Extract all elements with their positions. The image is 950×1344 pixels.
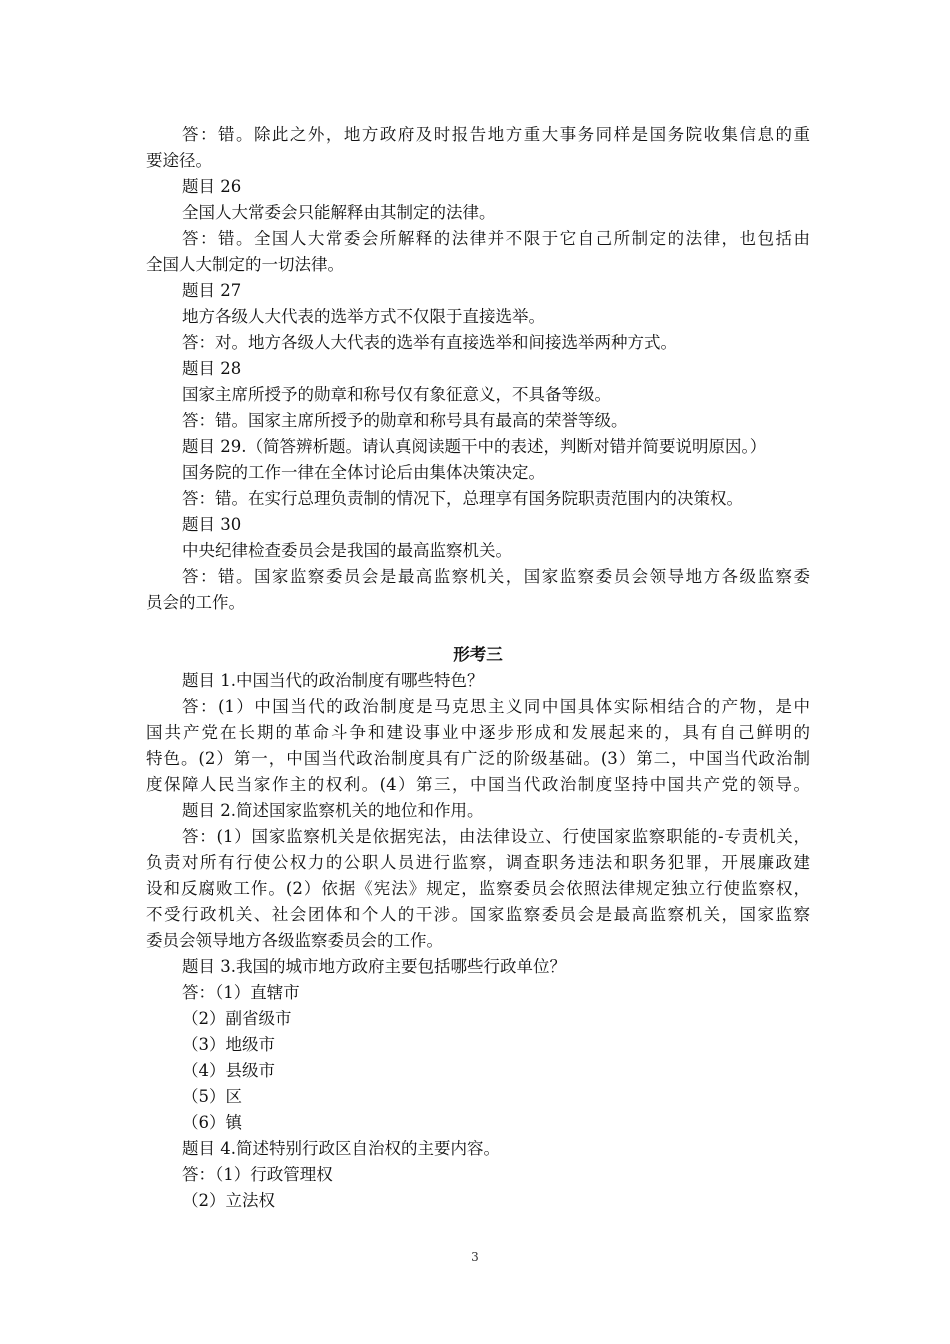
text-line: 不受行政机关、社会团体和个人的干涉。国家监察委员会是最高监察机关，国家监察 <box>146 905 810 924</box>
text-line: 答：错。全国人大常委会所解释的法律并不限于它自己所制定的法律，也包括由 <box>182 229 810 248</box>
text-line: 委员会领导地方各级监察委员会的工作。 <box>146 931 443 950</box>
text-line: 题目 28 <box>182 359 242 378</box>
text-line: 题目 4.简述特别行政区自治权的主要内容。 <box>182 1139 500 1158</box>
text-line: 答：(1）国家监察机关是依据宪法，由法律设立、行使国家监察职能的-专责机关， <box>182 827 810 846</box>
text-line: 负责对所有行使公权力的公职人员进行监察，调查职务违法和职务犯罪，开展廉政建 <box>146 853 810 872</box>
text-line: 答：(1）中国当代的政治制度是马克思主义同中国具体实际相结合的产物，是中 <box>182 697 810 716</box>
text-line: 要途径。 <box>146 151 212 170</box>
lines-before-heading <box>146 122 810 616</box>
text-line: 答：错。国家主席所授予的勋章和称号具有最高的荣誉等级。 <box>182 411 628 430</box>
text-line: 题目 29.（简答辨析题。请认真阅读题干中的表述，判断对错并简要说明原因。） <box>182 437 767 456</box>
text-line: 答：对。地方各级人大代表的选举有直接选举和间接选举两种方式。 <box>182 333 677 352</box>
section-heading: 形考三 <box>453 645 503 664</box>
text-line: 国务院的工作一律在全体讨论后由集体决策决定。 <box>182 463 545 482</box>
text-line: 特色。(2）第一，中国当代政治制度具有广泛的阶级基础。(3）第二，中国当代政治制 <box>146 749 810 768</box>
text-line: 设和反腐败工作。(2）依据《宪法》规定，监察委员会依照法律规定独立行使监察权， <box>146 879 810 898</box>
text-line: 中央纪律检查委员会是我国的最高监察机关。 <box>182 541 512 560</box>
text-line: 全国人大制定的一切法律。 <box>146 255 344 274</box>
text-line: 答：（1）直辖市 <box>182 983 300 1002</box>
text-line: 国家主席所授予的勋章和称号仅有象征意义，不具备等级。 <box>182 385 611 404</box>
text-line: 答：错。在实行总理负责制的情况下，总理享有国务院职责范围内的决策权。 <box>182 489 743 508</box>
text-line: 度保障人民当家作主的权利。(4）第三，中国当代政治制度坚持中国共产党的领导。 <box>146 775 810 794</box>
text-line: （2）立法权 <box>182 1191 275 1210</box>
text-line: 题目 2.简述国家监察机关的地位和作用。 <box>182 801 484 820</box>
text-line: （2）副省级市 <box>182 1009 292 1028</box>
text-line: （5）区 <box>182 1087 242 1106</box>
text-line: 题目 3.我国的城市地方政府主要包括哪些行政单位？ <box>182 957 566 976</box>
text-line: （3）地级市 <box>182 1035 275 1054</box>
text-line: 国共产党在长期的革命斗争和建设事业中逐步形成和发展起来的，具有自己鲜明的 <box>146 723 810 742</box>
text-line: 题目 26 <box>182 177 242 196</box>
text-line: 题目 1.中国当代的政治制度有哪些特色？ <box>182 671 484 690</box>
text-line: 题目 30 <box>182 515 242 534</box>
text-line: 答：错。国家监察委员会是最高监察机关，国家监察委员会领导地方各级监察委 <box>182 567 810 586</box>
page-number: 3 <box>471 1250 479 1264</box>
text-line: （6）镇 <box>182 1113 242 1132</box>
lines-after-heading <box>146 668 810 1214</box>
text-line: 题目 27 <box>182 281 242 300</box>
text-line: 答：（1）行政管理权 <box>182 1165 333 1184</box>
text-line: 员会的工作。 <box>146 593 245 612</box>
document-body <box>146 122 810 1214</box>
text-line: 答：错。除此之外，地方政府及时报告地方重大事务同样是国务院收集信息的重 <box>182 125 810 144</box>
text-line: （4）县级市 <box>182 1061 275 1080</box>
text-line: 地方各级人大代表的选举方式不仅限于直接选举。 <box>182 307 545 326</box>
text-line: 全国人大常委会只能解释由其制定的法律。 <box>182 203 496 222</box>
